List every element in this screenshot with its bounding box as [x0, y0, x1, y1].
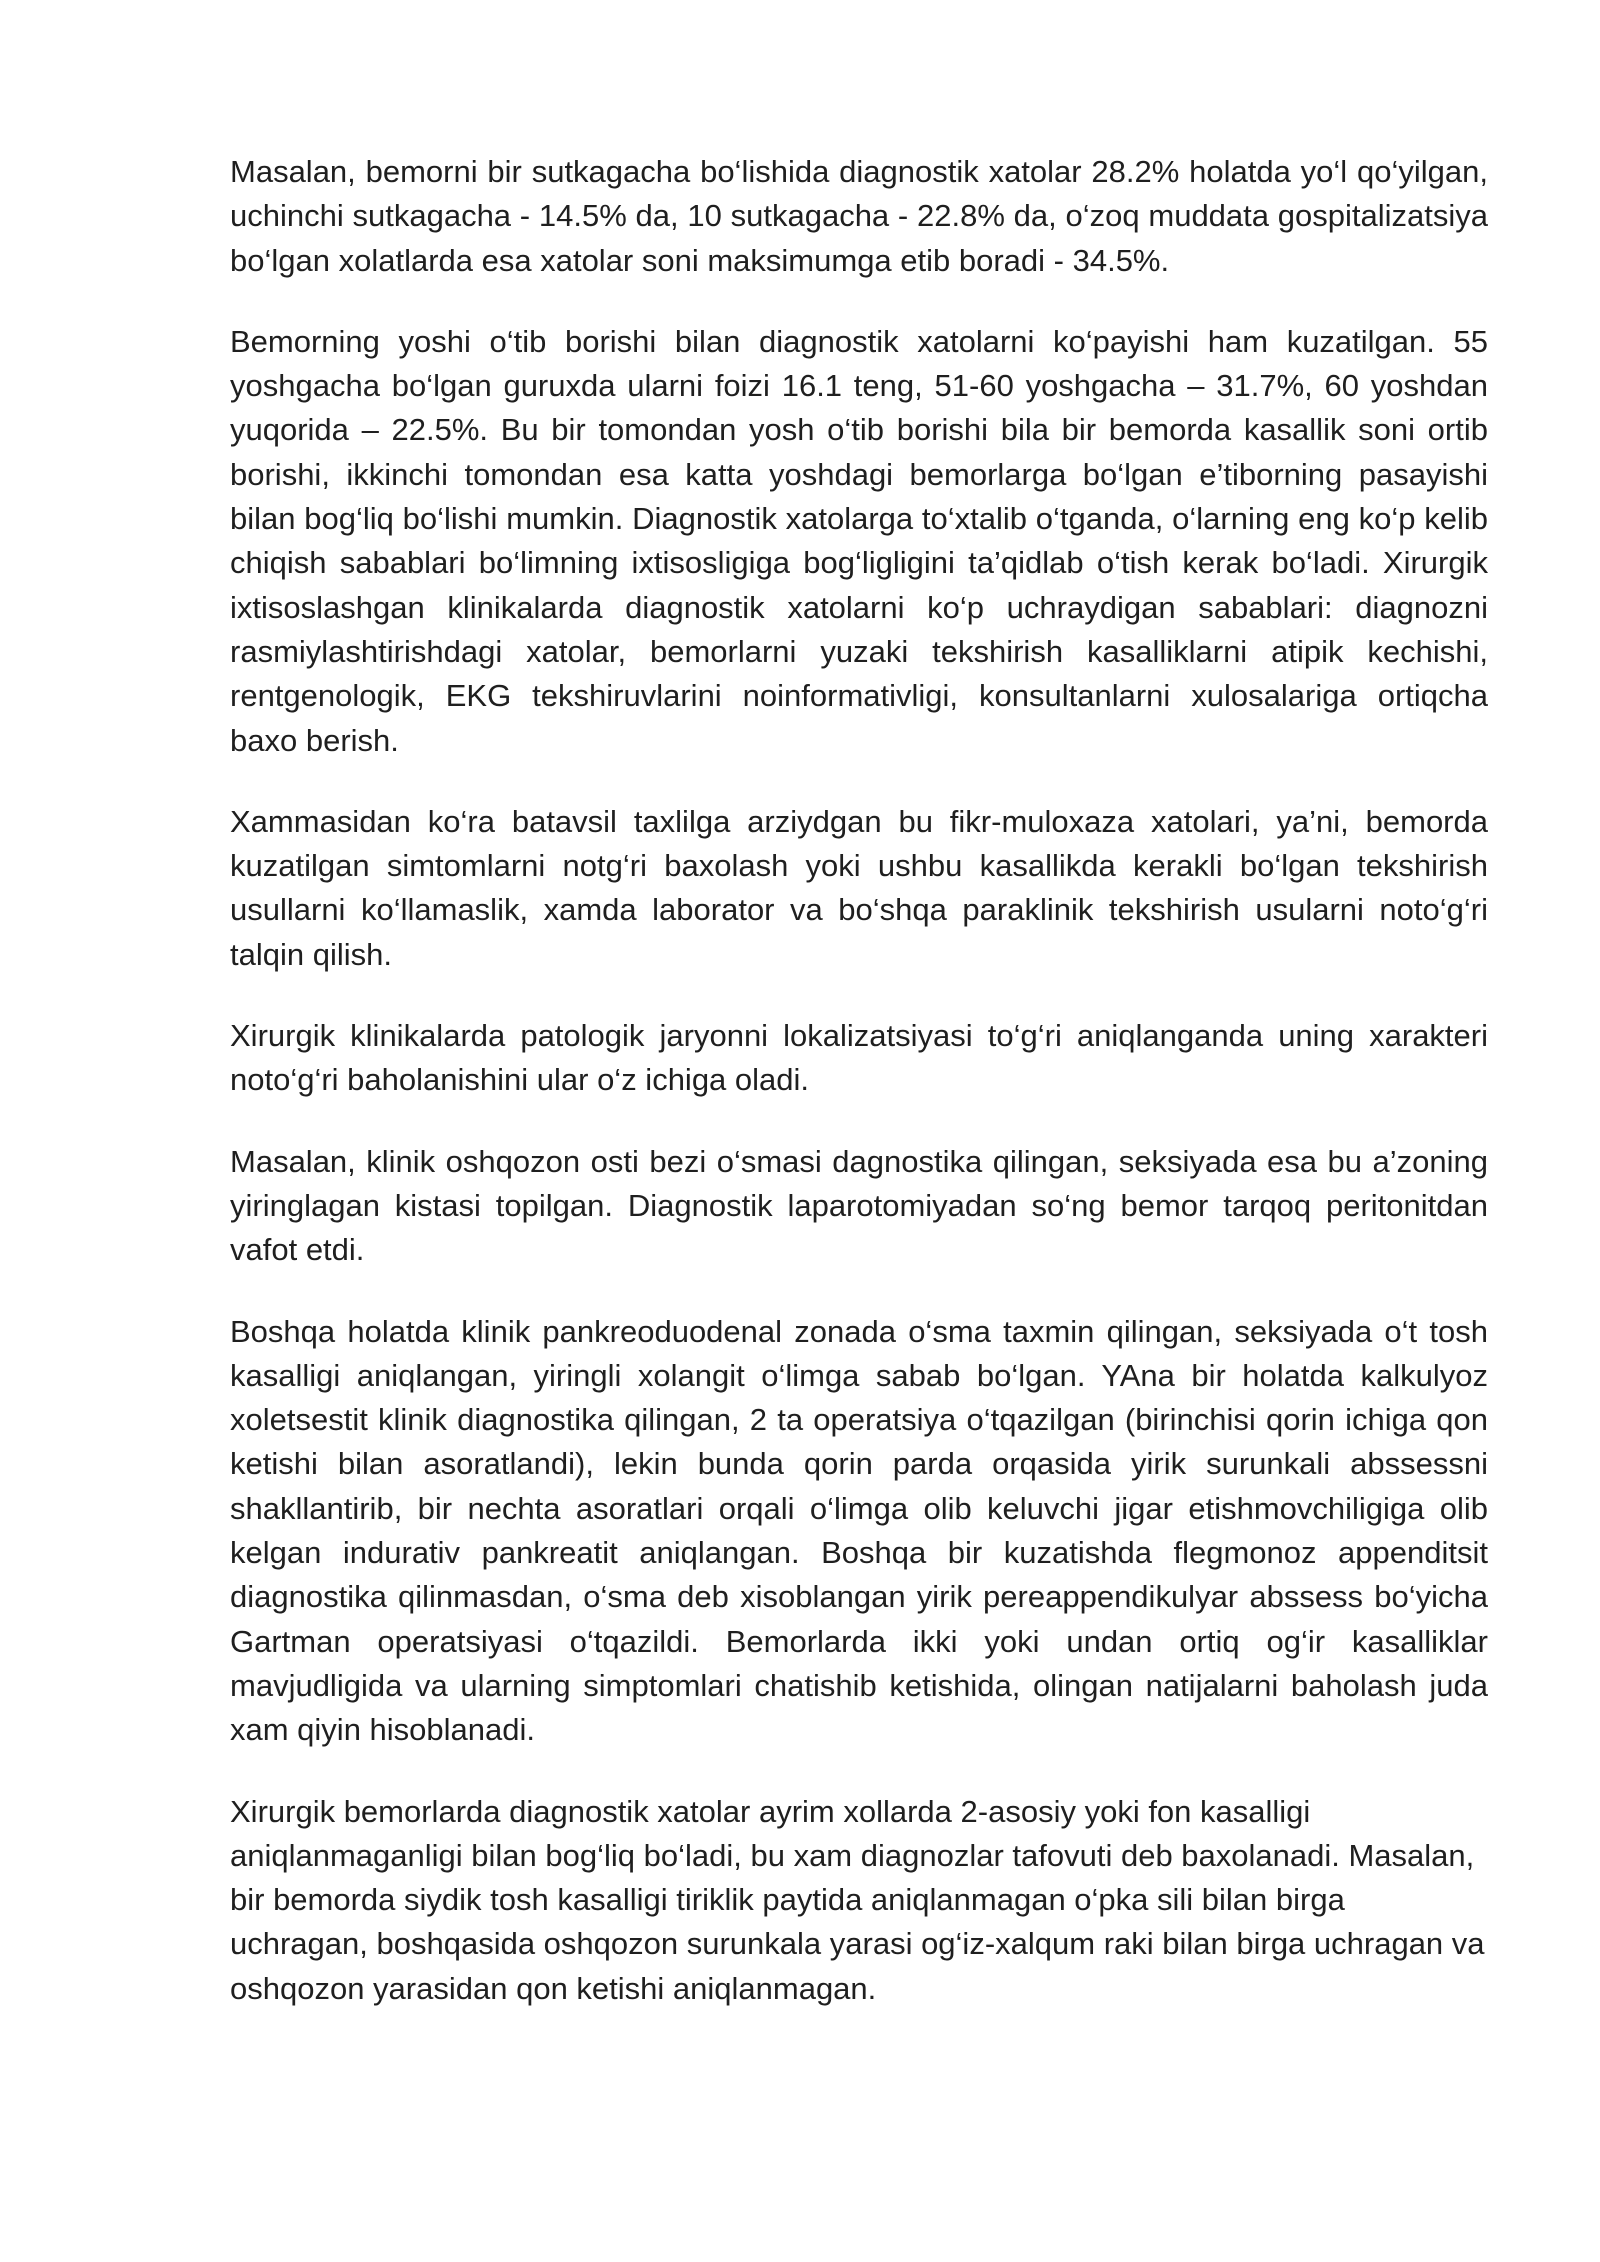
paragraph-localization: Xirurgik klinikalarda patologik jaryonni lokalizatsiyasi to‘g‘ri aniqlanganda uning xarakteri noto‘g‘ri baholanishini ular o‘z ichiga oladi. [230, 1018, 1488, 1098]
document-page [230, 150, 1488, 2048]
paragraph-reasoning-errors: Xammasidan ko‘ra batavsil taxlilga arziydgan bu fikr-muloxaza xatolari, ya’ni, bemorda kuzatilgan simtomlarni notg‘ri baxolash yoki ushbu kasallikda kerakli bo‘lgan tekshirish usullarni ko‘llamaslik, xamda laborator va bo‘shqa paraklinik tekshirish usularni noto‘g‘ri talqin qilish. [230, 803, 1488, 972]
paragraph-other-cases: Boshqa holatda klinik pankreoduodenal zonada o‘sma taxmin qilingan, seksiyada o‘t tosh kasalligi aniqlangan, yiringli xolangit o‘limga sabab bo‘lgan. YAna bir holatda kalkulyoz xoletsestit klinik diagnostika qilingan, 2 ta operatsiya o‘tqazilgan (birinchisi qorin ichiga qon ketishi bilan asoratlandi), lekin bunda qorin parda orqasida yirik surunkali abssessni shakllantirib, bir nechta asoratlari orqali o‘limga olib keluvchi jigar etishmovchiligiga olib kelgan indurativ pankreatit aniqlangan. Boshqa bir kuzatishda flegmonoz appenditsit diagnostika qilinmasdan, o‘sma deb xisoblangan yirik pereappendikulyar abssess bo‘yicha Gartman operatsiyasi o‘tqazildi. Bemorlarda ikki yoki undan ortiq og‘ir kasalliklar mavjudligida va ularning simptomlari chatishib ketishida, olingan natijalarni baholash juda xam qiyin hisoblanadi. [230, 1313, 1488, 1748]
paragraph-example-pancreas: Masalan, klinik oshqozon osti bezi o‘smasi dagnostika qilingan, seksiyada esa bu a’zoning yiringlagan kistasi topilgan. Diagnostik laparotomiyadan so‘ng bemor tarqoq peritonitdan vafot etdi. [230, 1143, 1488, 1268]
paragraph-errors-by-age: Bemorning yoshi o‘tib borishi bilan diagnostik xatolarni ko‘payishi ham kuzatilgan. 55 yoshgacha bo‘lgan guruxda ularni foizi 16.1 teng, 51-60 yoshgacha – 31.7%, 60 yoshdan yuqorida – 22.5%. Bu bir tomondan yosh o‘tib borishi bila bir bemorda kasallik soni ortib borishi, ikkinchi tomondan esa katta yoshdagi bemorlarga bo‘lgan e’tiborning pasayishi bilan bog‘liq bo‘lishi mumkin. Diagnostik xatolarga to‘xtalib o‘tganda, o‘larning eng ko‘p kelib chiqish sabablari bo‘limning ixtisosligiga bog‘ligligini ta’qidlab o‘tish kerak bo‘ladi. Xirurgik ixtisoslashgan klinikalarda diagnostik xatolarni ko‘p uchraydigan sabablari: diagnozni rasmiylashtirishdagi xatolar, bemorlarni yuzaki tekshirish kasalliklarni atipik kechishi, rentgenologik, EKG tekshiruvlarini noinformativligi, konsultanlarni xulosalariga ortiqcha baxo berish. [230, 323, 1488, 758]
paragraph-background-disease: Xirurgik bemorlarda diagnostik xatolar ayrim xollarda 2-asosiy yoki fon kasalligi aniqlanmaganligi bilan bog‘liq bo‘ladi, bu xam diagnozlar tafovuti deb baxolanadi. Masalan, bir bemorda siydik tosh kasalligi tiriklik paytida aniqlanmagan o‘pka sili bilan birga uchragan, boshqasida oshqozon surunkala yarasi og‘iz-xalqum raki bilan birga uchragan va oshqozon yarasidan qon ketishi aniqlanmagan. [230, 1793, 1485, 2006]
paragraph-diagnostic-errors-by-day: Masalan, bemorni bir sutkagacha bo‘lishida diagnostik xatolar 28.2% holatda yo‘l qo‘yilgan, uchinchi sutkagacha - 14.5% da, 10 sutkagacha - 22.8% da, o‘zoq muddata gospitalizatsiya bo‘lgan xolatlarda esa xatolar soni maksimumga etib boradi - 34.5%. [230, 154, 1488, 278]
